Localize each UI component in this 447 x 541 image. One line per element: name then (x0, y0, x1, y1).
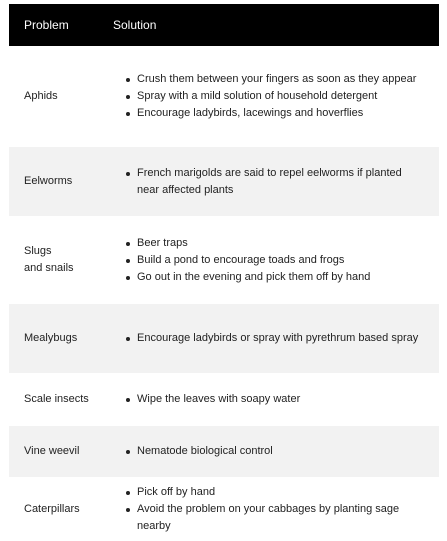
solution-item: Crush them between your fingers as soon as they appear (137, 71, 419, 88)
solution-list (113, 391, 419, 408)
solution-cell (113, 443, 439, 460)
table-row (9, 46, 439, 147)
solution-list (113, 71, 419, 122)
solution-item: Build a pond to encourage toads and frogs (137, 252, 419, 269)
solution-list (113, 235, 419, 286)
solution-item: Nematode biological control (137, 443, 419, 460)
table-row (9, 426, 439, 478)
solution-item: Encourage ladybirds or spray with pyrethrum based spray (137, 330, 419, 347)
problem-cell: Eelworms (24, 175, 73, 187)
solution-list (113, 165, 419, 199)
solution-item: Go out in the evening and pick them off by hand (137, 269, 419, 286)
solution-cell (113, 484, 439, 535)
solution-cell (113, 235, 439, 286)
header-solution: Solution (113, 18, 157, 32)
problem-cell: Slugs and snails (24, 245, 74, 274)
solution-item: Spray with a mild solution of household detergent (137, 88, 419, 105)
table-row (9, 147, 439, 217)
problem-cell: Caterpillars (24, 502, 80, 515)
table-row (9, 217, 439, 304)
problem-cell: Scale insects (24, 393, 89, 405)
pest-solution-table (9, 4, 439, 541)
table-row (9, 478, 439, 541)
solution-cell (113, 330, 439, 347)
solution-item: French marigolds are said to repel eelworms if planted near affected plants (137, 165, 419, 199)
solution-cell (113, 165, 439, 199)
solution-list (113, 484, 419, 535)
solution-list (113, 330, 419, 347)
table-row (9, 374, 439, 426)
solution-item: Encourage ladybirds, lacewings and hoverflies (137, 105, 419, 122)
solution-item: Beer traps (137, 235, 419, 252)
solution-item: Avoid the problem on your cabbages by planting sage nearby (137, 501, 419, 535)
problem-cell: Aphids (24, 89, 58, 102)
solution-cell (113, 71, 439, 122)
problem-cell: Vine weevil (24, 445, 80, 457)
header-problem: Problem (24, 18, 69, 32)
solution-list (113, 443, 419, 460)
solution-cell (113, 391, 439, 408)
solution-item: Wipe the leaves with soapy water (137, 391, 419, 408)
solution-item: Pick off by hand (137, 484, 419, 501)
problem-cell: Mealybugs (24, 332, 78, 344)
table-row (9, 304, 439, 374)
table-header (9, 4, 439, 46)
